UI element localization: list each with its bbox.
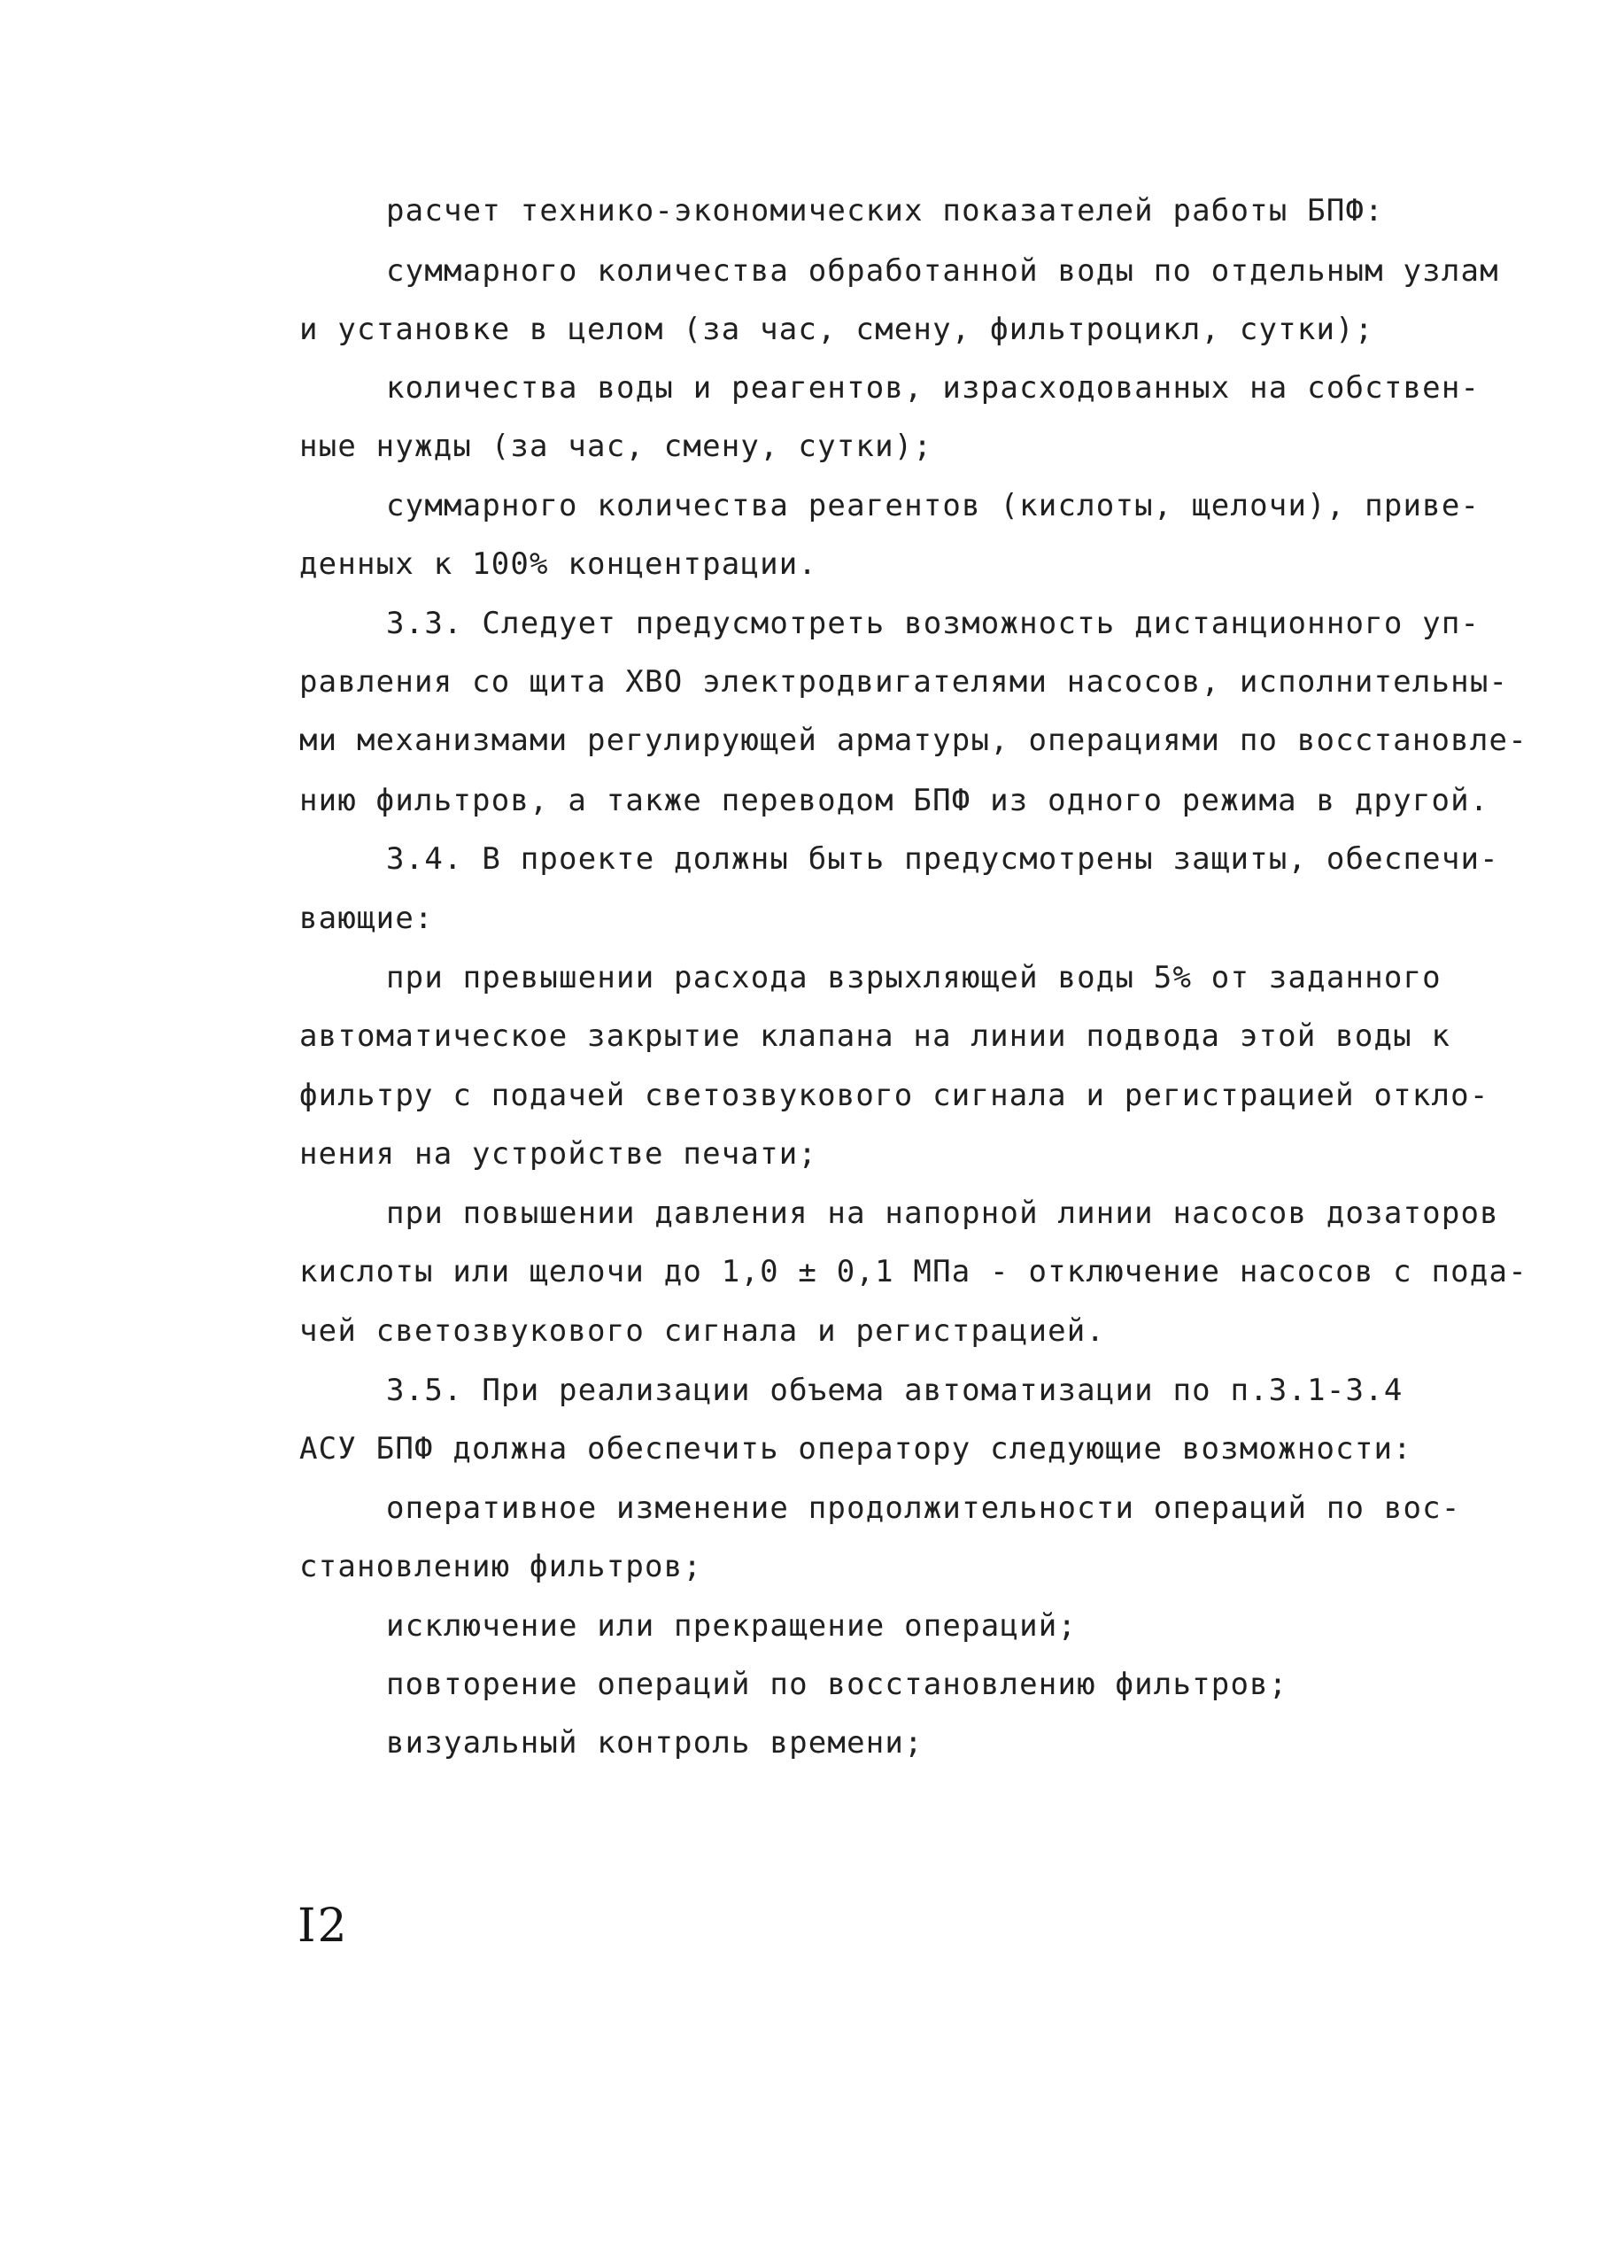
text-line: исключение или прекращение операций;	[386, 1608, 1078, 1644]
text-line: ные нужды (за час, смену, сутки);	[299, 429, 933, 464]
text-line: становлению фильтров;	[299, 1549, 703, 1584]
text-line: повторение операций по восстановлению фильтров;	[386, 1667, 1288, 1702]
text-line: оперативное изменение продолжительности операций по вос-	[386, 1490, 1461, 1526]
text-line: 3.3. Следует предусмотреть возможность дистанционного уп-	[386, 606, 1481, 641]
text-line: нения на устройстве печати;	[299, 1136, 818, 1172]
text-line: количества воды и реагентов, израсходованных на собствен-	[386, 370, 1481, 406]
text-line: фильтру с подачей светозвукового сигнала и регистрацией откло-	[299, 1078, 1489, 1113]
text-line: АСУ БПФ должна обеспечить оператору следующие возможности:	[299, 1431, 1412, 1467]
text-line: кислоты или щелочи до 1,0 ± 0,1 МПа - отключение насосов с пода-	[299, 1254, 1527, 1289]
text-line: 3.5. При реализации объема автоматизации по п.3.1-3.4	[386, 1373, 1404, 1408]
text-line: автоматическое закрытие клапана на линии подвода этой воды к	[299, 1018, 1451, 1054]
text-line: нию фильтров, а также переводом БПФ из одного режима в другой.	[299, 783, 1489, 818]
page-number: I2	[298, 1900, 349, 1953]
text-line: равления со щита ХВО электродвигателями насосов, исполнительны-	[299, 664, 1509, 700]
text-line: чей светозвукового сигнала и регистрацией.	[299, 1313, 1106, 1349]
text-line: 3.4. В проекте должны быть предусмотрены защиты, обеспечи-	[386, 841, 1499, 877]
text-line: и установке в целом (за час, смену, фильтроцикл, сутки);	[299, 312, 1374, 347]
text-line: суммарного количества обработанной воды по отдельным узлам	[386, 253, 1499, 289]
text-line: расчет технико-экономических показателей работы БПФ:	[386, 193, 1384, 228]
text-line: ми механизмами регулирующей арматуры, операциями по восстановле-	[299, 723, 1527, 758]
text-line: при повышении давления на напорной линии насосов дозаторов	[386, 1196, 1499, 1231]
text-line: денных к 100% концентрации.	[299, 546, 818, 582]
text-line: визуальный контроль времени;	[386, 1725, 924, 1761]
text-line: вающие:	[299, 901, 434, 936]
text-line: суммарного количества реагентов (кислоты, щелочи), приве-	[386, 488, 1481, 523]
text-line: при превышении расхода взрыхляющей воды 5% от заданного	[386, 960, 1442, 995]
